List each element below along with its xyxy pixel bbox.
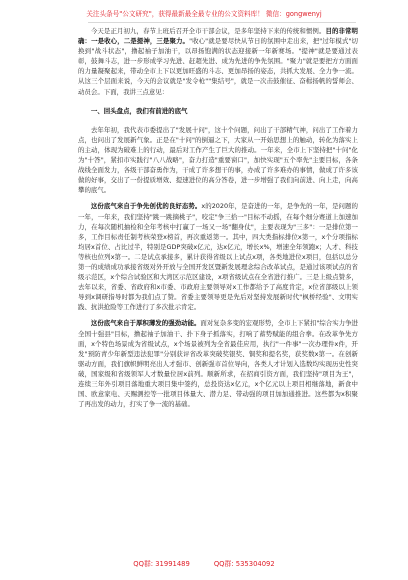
opening-rest: "收心"就是要尽快从节日的氛围中走出来，把"过年模式"切换到"战斗状态"，撸起袖子加油干，以昂扬饱满的状态迎接新一年新赛场。"提神"就是要通过表彰，鼓舞斗志，进一步形成学习先进、赶超先进、成为先进的争先氛围。"聚力"就是要把方方面面的力量凝聚起来，带动全市上下以更加旺盛的斗志、更加昂扬的姿态，共抓大发展、全力争一流。从这三个层面来说，今天的会议就是"发令枪""集结号"，就是一次击鼓催征、奋楫扬帆的誓师会、动员会。下面，我讲三点意见： [78,37,358,96]
paragraph-competition [78,201,358,312]
footer-qq-group-2: QQ群: 535304092 [213,560,275,568]
competition-text: x的2020年，是奋进的一年，是争先的一年，是问题的一年，一年来，我们坚持"跳一跳摘桃子"，咬定"争三拾一"目标不动摇，在每个细分赛道上加速加力，在每次随机抽检和全年考核中打赢了一场又一场"翻身仗"，主要表现为"三多"：一是排位第一多，工作目标责任制考核荣登x榜首，再次重返第一。其中，四大类指标排位x第一，x个分项指标均居x首位、占比过半，特别是GDP突破x亿元，达x亿元，增长x%，增速全年领跑x；人才、科技等核也位列x第一。二是试点承接多，累计获得省级以上试点x项，各类地进位x项目，包括以总分第一的成绩成功承接省级对外开放与全国开发区暨新发展理念综合改革试点，是通过该项试点的省级示范区，x个综合试验区和大湾区示范区建设，x项省级试点在全省进行推广。三是上级点赞多，去年以来，省委、省政府和x市委、市政府主要领导对x工作都给予了高度肯定，x位省部级以上领导到x调研指导时都为我们点了赞。省委主要领导更是先后对坚持发展新时代"枫桥经验"、文明实践、抗洪抢险等工作进行了多次批示肯定。 [78,202,358,312]
paragraph-opening [78,26,358,97]
opening-emphasis: 目的非常明确：一是收心，二是提神，三是聚力。 [78,27,358,46]
momentum-lead: 这份底气来自于厚积薄发的强劲动能。 [90,319,201,328]
competition-lead: 这份底气来自于争先创优的良好态势。 [90,202,202,211]
paragraph-momentum [78,318,358,409]
spacer [78,97,358,103]
footer-contacts [0,557,408,571]
paragraph-ten-questions: 去年年初，我代表市委提出了"发展十问"，这十个问题，问出了干部精气神，问出了工作着力点，也问出了发展新气象。正是在"十问"的倒逼之下，大家从一开始思想上的触动，转化为落实上的主动，体现为破难上的行动，最后对工作产生了巨大的推动。一年来，全市上下坚持把"十问"化为"十答"，紧扣市实践行"八八战略"，奋力打造"重要窗口"，加快实现"五个率先"主要目标，各条战线全面发力，各级干部奋勇作为，干成了许多想干的事，办成了许多难办的事情，做成了许多该做的好事，交出了一份提质增效、提速进位的高分答卷，进一步增强了我们向前进、向上走，向高攀的底气。 [78,125,358,195]
opening-text: 今天是正月初九，春节上班后召开全市干部会议，是多年坚持下来的传统和惯例。 [90,27,326,35]
document-body [78,26,358,409]
section-heading-1: 一、回头盘点，我们有前进的底气 [90,106,188,115]
footer-qq-group-1: QQ群: 31991489 [133,560,190,568]
header-banner: 关注头条号"公文研究"，获得最新最全最专业的公文资料库！ 微信：gongwenyj [86,10,322,18]
momentum-text: 面对复杂多变的宏观形势，全市上下紧扣"综合实力争进全国十强县"目标，撸起袖子加油干、扑下身子抓落实，打响了蓄势赋能的组合拳。在改革争先方面，x个特色场景成为省级试点，x个场景被列为全省最佳应用，执行"一件事"一次办理件x件，开发"预防青少年新型违法犯罪"分别获评省改革突破奖银奖、铜奖和提名奖，获奖数x第一。在创新驱动方面，我们旗帜鲜明亮出人才强市、创新强市首位导向，各类人才计划入选数均实现历史性突破，国家级和省级领军人才数量位居x前列。顺新所求，在招商引资方面，我们坚持"项目为王"，连续三年外引项目落地重大项目集中签约，总投资达x亿元，x个亿元以上项目相继落地，新食中国、欧意家电、天赐测控等一批项目体量大、潜力足、带动强的项目加加通推进。这些都为x积聚了再出发的动力，打实了争一流的基础。 [78,319,358,409]
header-divider [88,22,356,23]
